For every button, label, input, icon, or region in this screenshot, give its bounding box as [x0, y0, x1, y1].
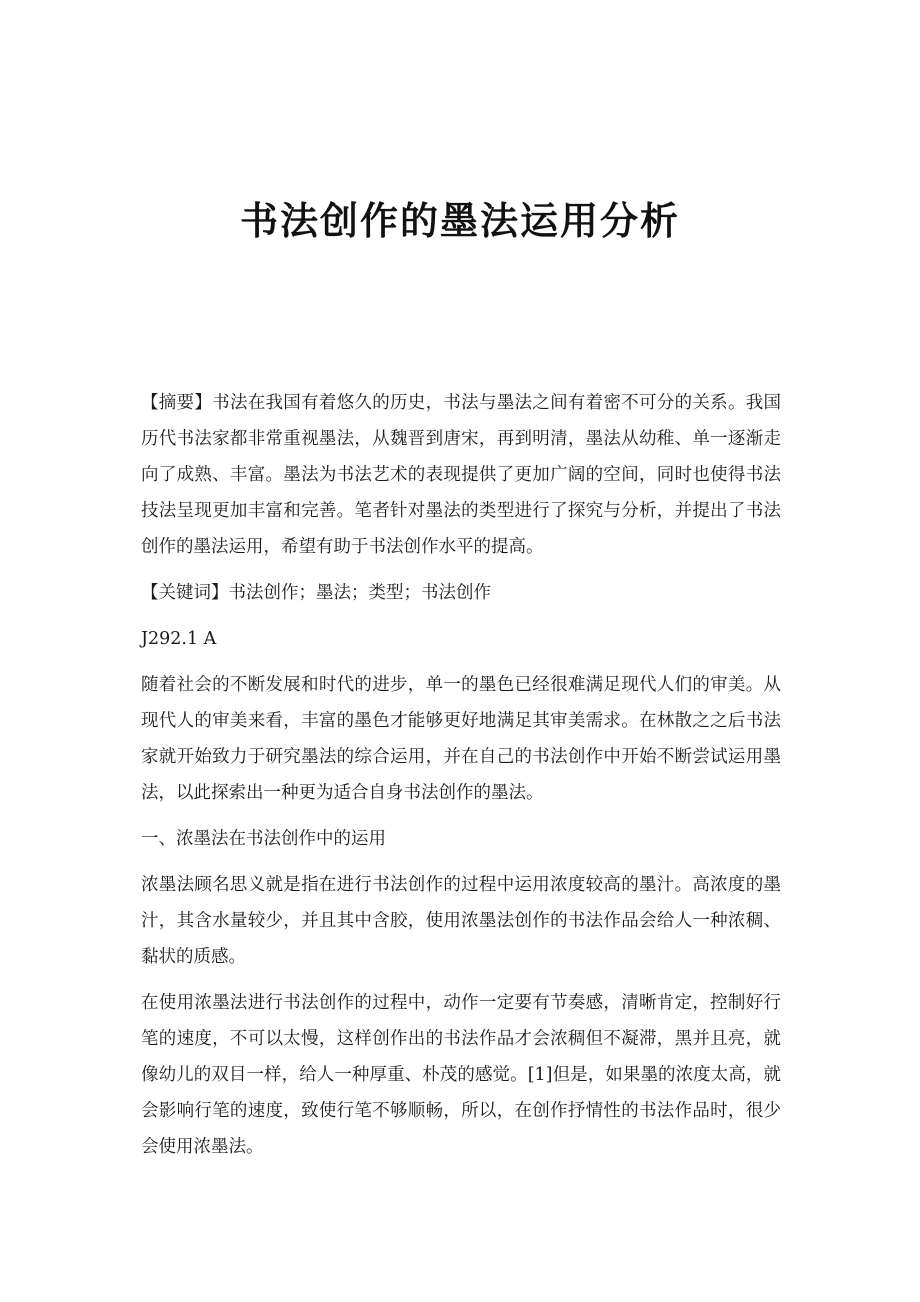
abstract-text: 书法在我国有着悠久的历史，书法与墨法之间有着密不可分的关系。我国历代书法家都非常重视墨法，从魏晋到唐宋，再到明清，墨法从幼稚、单一逐渐走向了成熟、丰富。墨法为书法艺术的表现提供了更加广阔的空间，同时也使得书法技法呈现更加丰富和完善。笔者针对墨法的类型进行了探究与分析，并提出了书法创作的墨法运用，希望有助于书法创作水平的提高。: [141, 393, 782, 557]
keywords-paragraph: [141, 575, 781, 611]
keywords-label: 【关键词】: [141, 583, 229, 603]
document-title: 书法创作的墨法运用分析: [239, 198, 680, 243]
abstract-label: 【摘要】: [141, 393, 213, 413]
section-heading: 一、浓墨法在书法创作中的运用: [141, 829, 386, 849]
body-paragraph: 随着社会的不断发展和时代的进步，单一的墨色已经很难满足现代人们的审美。从现代人的审美来看，丰富的墨色才能够更好地满足其审美需求。在林散之之后书法家就开始致力于研究墨法的综合运用，并在自己的书法创作中开始不断尝试运用墨法，以此探索出一种更为适合自身书法创作的墨法。: [141, 675, 781, 803]
keywords-text: 书法创作；墨法；类型；书法创作: [228, 583, 491, 603]
body-paragraph: 在使用浓墨法进行书法创作的过程中，动作一定要有节奏感，清晰肯定，控制好行笔的速度，不可以太慢，这样创作出的书法作品才会浓稠但不凝滞，黑并且亮，就像幼儿的双目一样，给人一种厚重、朴茂的感觉。[1]但是，如果墨的浓度太高，就会影响行笔的速度，致使行笔不够顺畅，所以，在创作抒情性的书法作品时，很少会使用浓墨法。: [141, 993, 781, 1157]
document-body: [141, 385, 781, 1175]
classification-code: J292.1 A: [141, 629, 217, 649]
body-paragraph: 浓墨法顾名思义就是指在进行书法创作的过程中运用浓度较高的墨汁。高浓度的墨汁，其含水量较少，并且其中含胶，使用浓墨法创作的书法作品会给人一种浓稠、黏状的质感。: [141, 875, 781, 967]
abstract-paragraph: [141, 385, 781, 565]
